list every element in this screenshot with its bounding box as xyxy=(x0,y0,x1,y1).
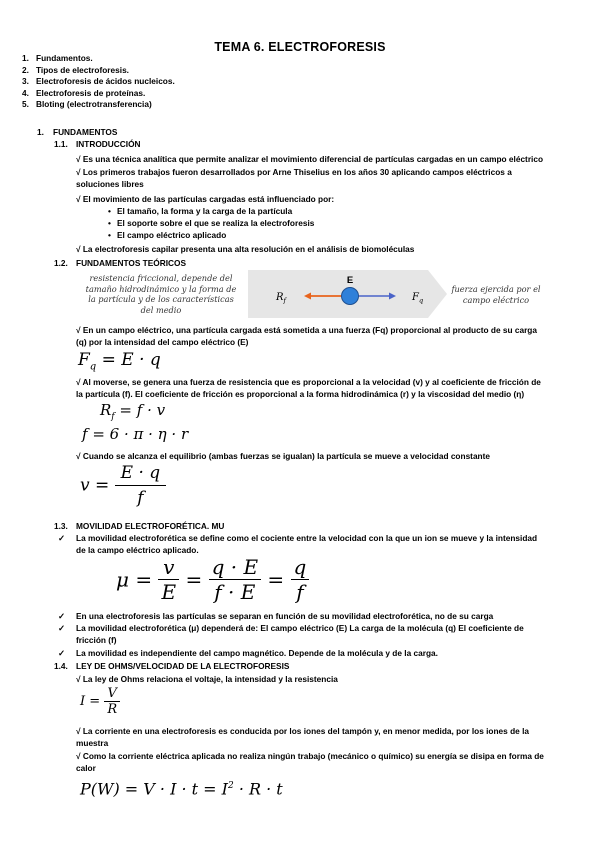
check-icon: ✓ xyxy=(58,611,65,621)
fraction: $\frac{V}{R}$ xyxy=(104,686,120,717)
check-icon: ✓ xyxy=(58,533,65,543)
subsection-heading: 1.3. MOVILIDAD ELECTROFORÉTICA. MU xyxy=(54,521,225,531)
paragraph: √ En un campo eléctrico, una partícula cargada está sometida a una fuerza (Fq) proporcional al producto de su carga xyxy=(76,325,537,335)
paragraph: √ La electroforesis capilar presenta una alta resolución en el análisis de biomoléculas xyxy=(76,244,415,254)
paragraph: √ Los primeros trabajos fueron desarrollados por Arne Thiselius en los años 30 aplicando campos eléctricos a xyxy=(76,167,512,177)
paragraph: √ Al moverse, se genera una fuerza de resistencia que es proporcional a la velocidad (v) y al coeficiente de fricción de xyxy=(76,377,541,387)
equation-mu: μ = $\frac{v}{E}$ = $\frac{q \cdot E}{f \cdot E}$ = $\frac{q}{f}$ xyxy=(116,555,309,604)
paragraph: La movilidad es independiente del campo magnético. Depende de la molécula y de la carga. xyxy=(76,648,438,658)
toc-item: 1. Fundamentos. xyxy=(22,53,93,63)
paragraph: √ Cuando se alcanza el equilibrio (ambas fuerzas se igualan) la partícula se mueve a velocidad constante xyxy=(76,451,491,461)
paragraph: √ El movimiento de las partículas cargadas está influenciado por: xyxy=(76,194,335,204)
bullet-icon: • xyxy=(108,230,111,240)
particle-label: E xyxy=(346,275,354,286)
bullet-icon: • xyxy=(108,218,111,228)
paragraph: soluciones libres xyxy=(76,179,144,189)
check-icon: ✓ xyxy=(58,623,65,633)
field-force-caption: fuerza ejercida por el campo eléctrico xyxy=(451,284,541,305)
list-item: • El soporte sobre el que se realiza la electroforesis xyxy=(108,218,315,228)
paragraph: En una electroforesis las partículas se separan en función de su movilidad electroforética, no de su carga xyxy=(76,611,494,621)
check-icon: ✓ xyxy=(58,648,65,658)
paragraph: de la campo eléctrico aplicado. xyxy=(76,545,199,555)
paragraph: (q) por la intensidad del campo eléctrico (E) xyxy=(76,337,249,347)
paragraph: √ Como la corriente eléctrica aplicada no realiza ningún trabajo (mecánico o químico) su energía se disipa en forma de xyxy=(76,751,544,761)
subsection-heading: 1.2. FUNDAMENTOS TEÓRICOS xyxy=(54,258,187,268)
bullet-icon: • xyxy=(108,206,111,216)
toc-item: 2. Tipos de electroforesis. xyxy=(22,64,129,75)
equation-ohm: I = $\frac{V}{R}$ xyxy=(80,686,120,717)
subsection-heading: 1.4. LEY DE OHMS/VELOCIDAD DE LA ELECTROFORESIS xyxy=(54,661,290,671)
particle-circle xyxy=(342,288,359,305)
paragraph: √ La corriente en una electroforesis es conducida por los iones del tampón y, en menor medida, por los iones de la xyxy=(76,726,530,736)
fraction: $\frac{v}{E}$ xyxy=(158,555,179,604)
list-item: • El tamaño, la forma y la carga de la partícula xyxy=(108,206,293,216)
equation-fq: $F_q = E \cdot q$ xyxy=(78,350,161,373)
paragraph: √ Es una técnica analítica que permite analizar el movimiento diferencial de partículas cargadas en un campo eléctrico xyxy=(76,154,544,164)
field-force-symbol: $F_q$ xyxy=(412,292,424,305)
toc-item: 3. Electroforesis de ácidos nucleicos. xyxy=(22,76,175,86)
fraction: $\frac{q}{f}$ xyxy=(291,555,310,604)
equation-rf: $R_f = f \cdot v$ xyxy=(100,401,166,422)
list-item: • El campo eléctrico aplicado xyxy=(108,230,227,240)
section-heading: 1. FUNDAMENTOS xyxy=(37,127,118,137)
friction-caption: resistencia friccional, depende del tamaño hidrodinámico y la forma de la partícula y de los características del medio xyxy=(85,273,237,315)
paragraph: √ La ley de Ohms relaciona el voltaje, la intensidad y la resistencia xyxy=(76,674,338,684)
paragraph: La movilidad electroforética (μ) dependerá de: El campo eléctrico (E) La carga de la molécula (q) El coeficiente de xyxy=(76,623,524,633)
paragraph: calor xyxy=(76,763,96,773)
paragraph: fricción (f) xyxy=(76,635,117,645)
paragraph: muestra xyxy=(76,738,109,748)
fraction: $\frac{q \cdot E}{f \cdot E}$ xyxy=(209,555,261,604)
friction-symbol: $R_f$ xyxy=(276,292,286,305)
equation-f: f = 6 · π · η · r xyxy=(82,425,189,443)
equation-v: v = $\frac{E \cdot q}{f}$ xyxy=(80,463,166,508)
toc-item: 4. Electroforesis de proteínas. xyxy=(22,87,146,98)
fraction: $\frac{E \cdot q}{f}$ xyxy=(115,463,167,508)
paragraph: la partícula (f). El coeficiente de fricción es proporcional a la forma hidrodinámica (r) y la viscosidad del medio (η) xyxy=(76,389,525,399)
paragraph: La movilidad electroforética se define como el cociente entre la velocidad con la que un ion se mueve y la intensidad xyxy=(76,533,538,543)
page-title: TEMA 6. ELECTROFORESIS xyxy=(214,40,386,54)
equation-power: $P(W) = V \cdot I \cdot t = I^2 \cdot R \cdot t$ xyxy=(80,779,283,799)
table-of-contents xyxy=(22,53,175,111)
force-diagram xyxy=(248,268,448,320)
subsection-heading: 1.1. INTRODUCCIÓN xyxy=(54,139,141,149)
toc-item: 5. Bloting (electrotransferencia) xyxy=(22,99,152,109)
